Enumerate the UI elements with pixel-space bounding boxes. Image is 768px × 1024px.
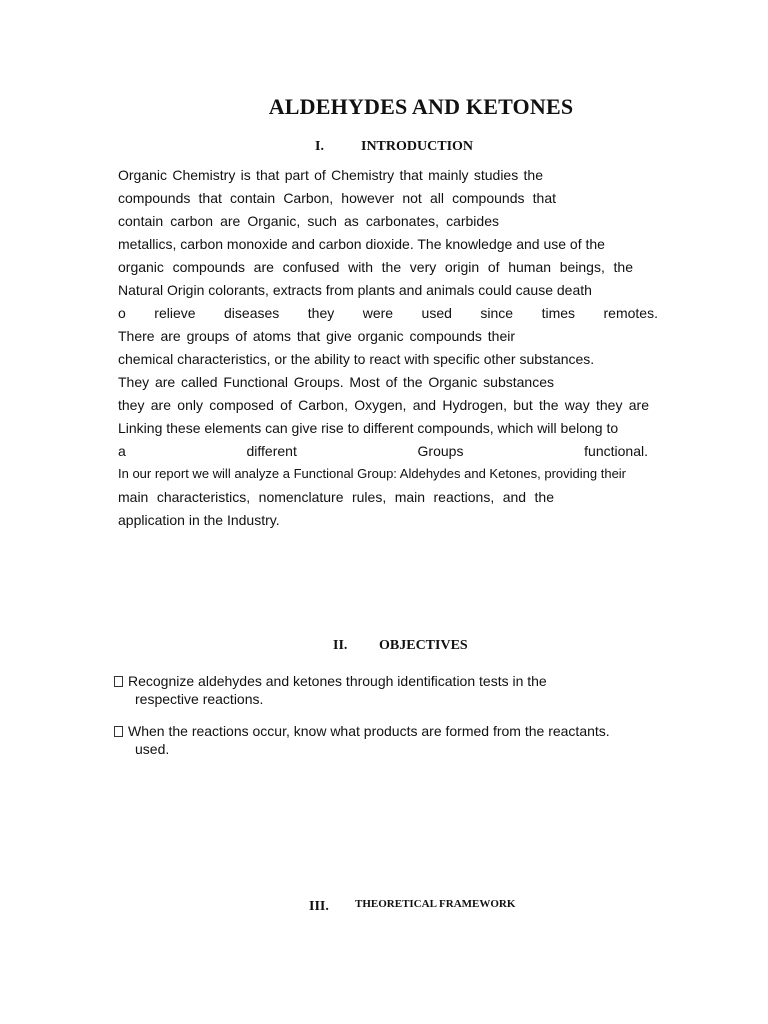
paragraph-line: contain carbon are Organic, such as carbonates, carbides (118, 213, 499, 229)
paragraph-line: They are called Functional Groups. Most of the Organic substances (118, 374, 554, 390)
objective-text-continued: respective reactions. (135, 691, 264, 707)
paragraph-line: o relieve diseases they were used since times remotes. (118, 305, 658, 321)
objective-text-continued: used. (135, 741, 170, 757)
section-title: THEORETICAL FRAMEWORK (355, 898, 516, 910)
paragraph-line: metallics, carbon monoxide and carbon dioxide. The knowledge and use of the (118, 236, 605, 252)
section-number: II. (333, 638, 348, 653)
paragraph-line: compounds that contain Carbon, however not all compounds that (118, 190, 556, 206)
bullet-box-icon (114, 676, 123, 687)
paragraph-line: they are only composed of Carbon, Oxygen, and Hydrogen, but the way they are (118, 397, 649, 413)
section-title: INTRODUCTION (361, 139, 474, 154)
document-title: ALDEHYDES AND KETONES (268, 94, 574, 119)
paragraph-line: organic compounds are confused with the very origin of human beings, the (118, 259, 633, 275)
paragraph-line: Linking these elements can give rise to different compounds, which will belong to (118, 420, 619, 436)
paragraph-line: There are groups of atoms that give organic compounds their (118, 328, 515, 344)
objective-item (114, 672, 547, 708)
section-title: OBJECTIVES (379, 638, 468, 653)
paragraph-line: a different Groups functional. (118, 443, 648, 459)
paragraph-line: chemical characteristics, or the ability to react with specific other substances. (118, 351, 595, 367)
paragraph-line: Natural Origin colorants, extracts from plants and animals could cause death (118, 282, 592, 298)
section-number: III. (309, 899, 329, 914)
paragraph-line: In our report we will analyze a Functional Group: Aldehydes and Ketones, providing their (118, 466, 627, 481)
paragraph-line: Organic Chemistry is that part of Chemistry that mainly studies the (118, 167, 543, 183)
paragraph-line: main characteristics, nomenclature rules, main reactions, and the (118, 489, 554, 505)
objective-text: When the reactions occur, know what products are formed from the reactants. (128, 723, 610, 739)
section-number: I. (315, 139, 324, 154)
objective-text: Recognize aldehydes and ketones through identification tests in the (128, 673, 547, 689)
paragraph-line: application in the Industry. (118, 512, 280, 528)
objective-item (114, 722, 610, 758)
bullet-box-icon (114, 726, 123, 737)
